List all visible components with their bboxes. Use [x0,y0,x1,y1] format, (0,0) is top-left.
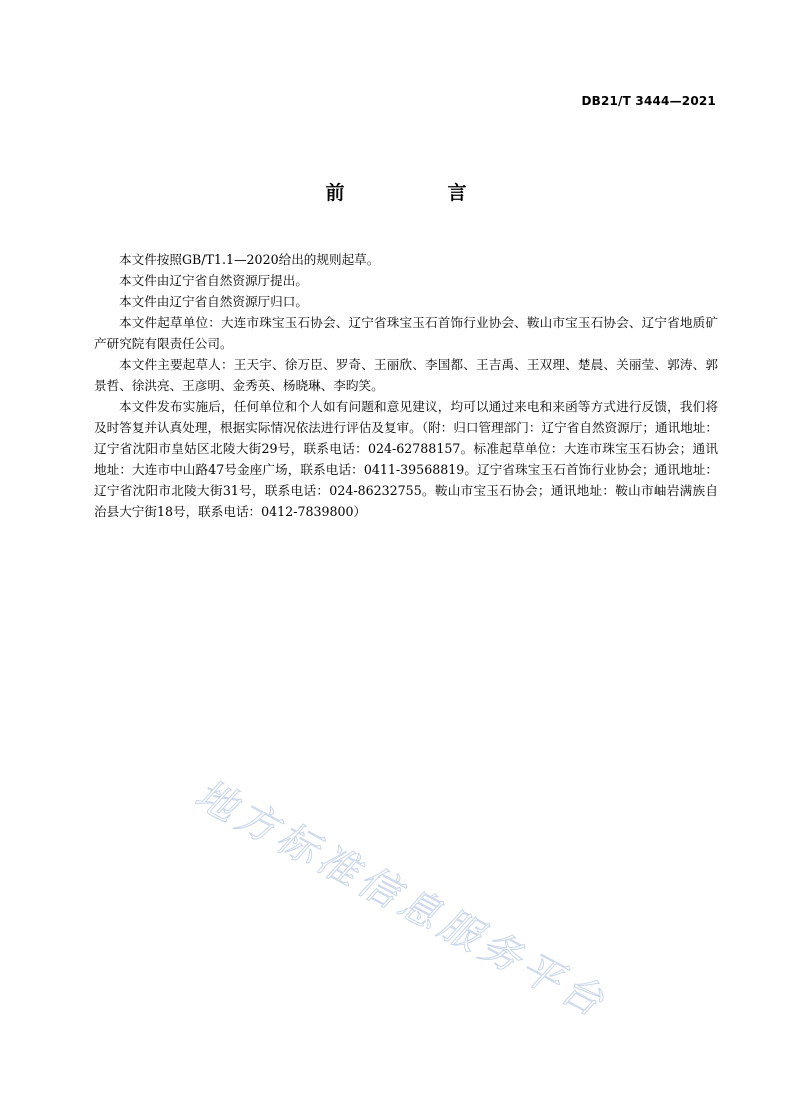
paragraph-drafting-units: 本文件起草单位：大连市珠宝玉石协会、辽宁省珠宝玉石首饰行业协会、鞍山市宝玉石协会、辽宁省地质矿产研究院有限责任公司。 [94,315,718,351]
paragraph-proposer: 本文件由辽宁省自然资源厅提出。 [119,273,308,288]
page-title: 前 言 [325,182,509,204]
paragraph-feedback-contacts: 本文件发布实施后，任何单位和个人如有问题和意见建议，均可以通过来电和来函等方式进行反馈，我们将及时答复并认真处理，根据实际情况依法进行评估及复审。（附：归口管理部门：辽宁省自然资源厅；通讯地址：辽宁省沈阳市皇姑区北陵大街29号，联系电话：024-62788157。标准起草单位：大连市珠宝玉石协会；通讯地址：大连市中山路47号金座广场，联系电话：0411-39568819。辽宁省珠宝玉石首饰行业协会；通讯地址：辽宁省沈阳市北陵大街31号，联系电话：024-86232755。鞍山市宝玉石协会；通讯地址：鞍山市岫岩满族自治县大宁街18号，联系电话：0412-7839800） [94,399,718,519]
paragraph-drafters: 本文件主要起草人：王天宇、徐万臣、罗奇、王丽欣、李国都、王吉禹、王双理、楚晨、关丽莹、郭涛、郭景哲、徐洪亮、王彦明、金秀英、杨晓琳、李昀笑。 [94,357,718,393]
paragraph-drafting-rules: 本文件按照GB/T1.1—2020给出的规则起草。 [119,252,380,267]
watermark: 地方标准信息服务平台 [187,771,616,1028]
paragraph-administrator: 本文件由辽宁省自然资源厅归口。 [119,294,308,309]
document-code: DB21/T 3444—2021 [581,94,716,108]
document-body [94,249,718,522]
